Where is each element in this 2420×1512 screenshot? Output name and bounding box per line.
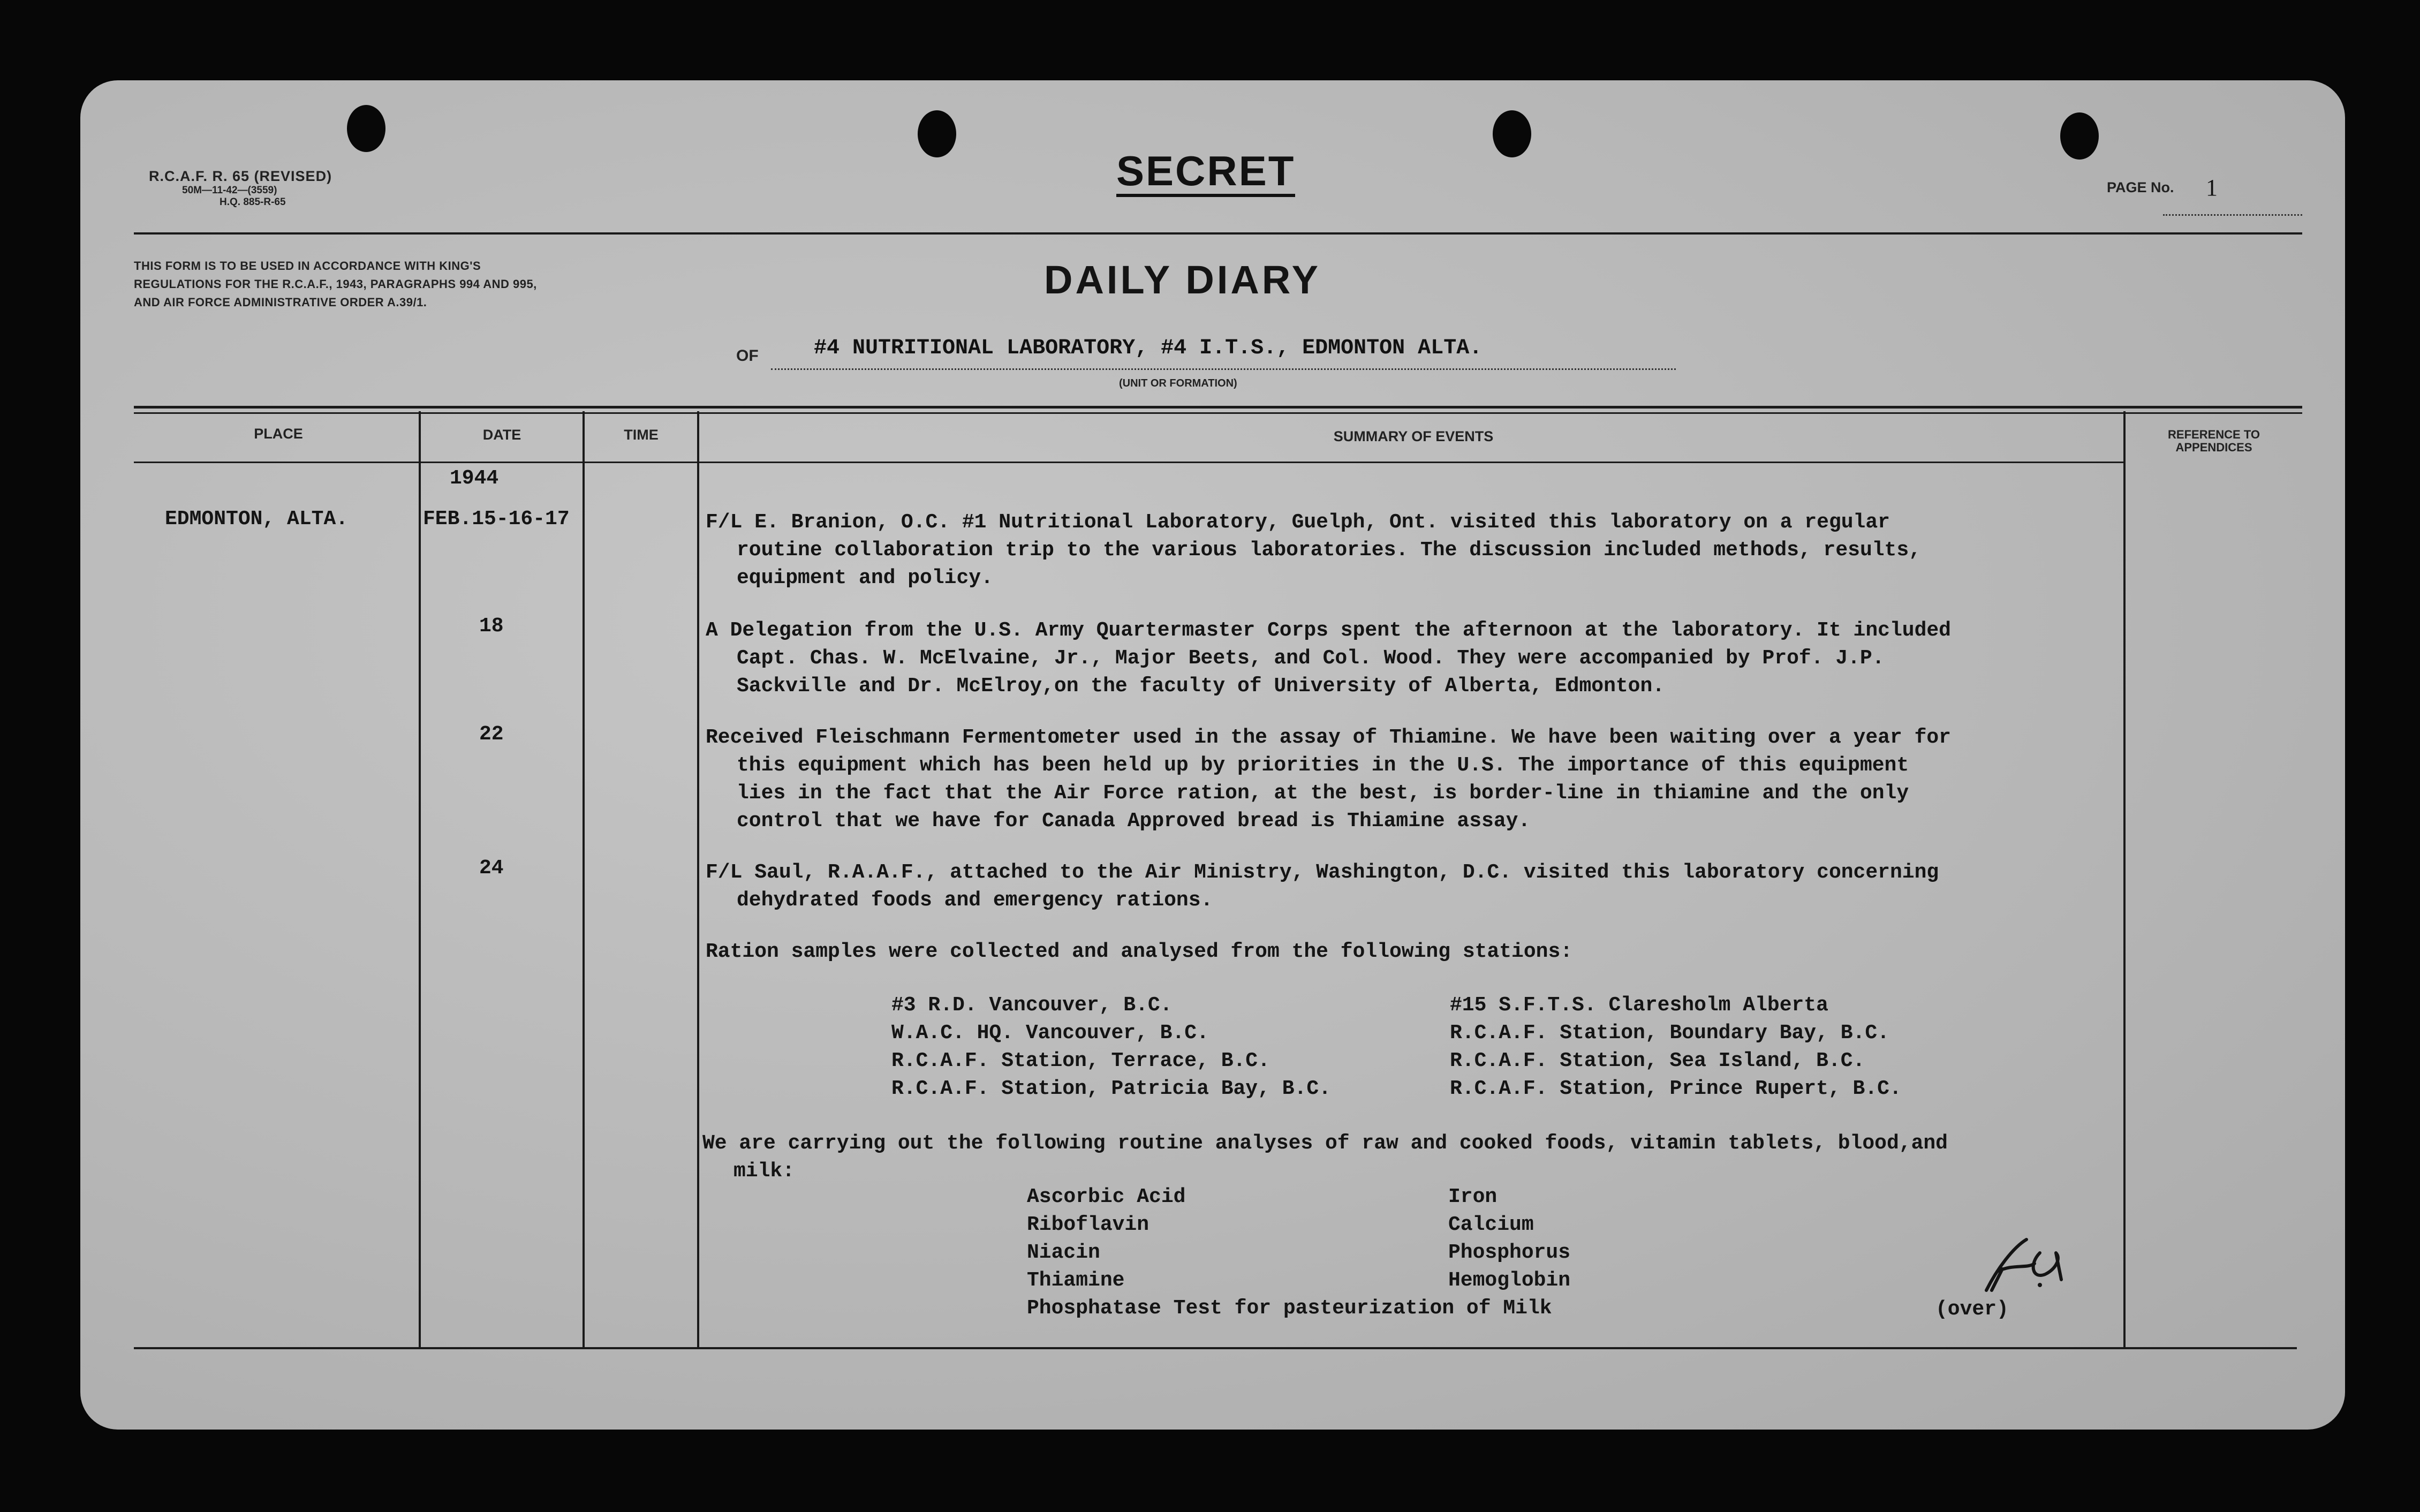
unit-underline xyxy=(771,368,1676,370)
place-column-header: PLACE xyxy=(254,426,303,442)
header-rule xyxy=(134,232,2302,235)
entry-3-line-2: this equipment which has been held up by priorities in the U.S. The importance of this equipment xyxy=(737,754,1909,777)
table-top-rule xyxy=(134,406,2302,409)
entry-2-line-1: A Delegation from the U.S. Army Quartermaster Corps spent the afternoon at the laboratory. It included xyxy=(706,619,1951,642)
station-left-1: #3 R.D. Vancouver, B.C. xyxy=(891,994,1173,1017)
handwritten-initials xyxy=(1976,1231,2072,1301)
entry-5-intro xyxy=(706,938,1572,966)
table-top-rule-2 xyxy=(134,412,2302,414)
unit-caption: (UNIT OR FORMATION) xyxy=(1119,377,1237,389)
entry-3-text xyxy=(706,724,1951,835)
entry-date-3: 22 xyxy=(479,723,504,746)
form-hq-code: H.Q. 885-R-65 xyxy=(220,196,286,208)
entry-5-line-1: Ration samples were collected and analysed from the following stations: xyxy=(706,940,1573,963)
entry-1-text xyxy=(706,509,1921,592)
reference-header-line1: REFERENCE TO xyxy=(2168,428,2260,441)
over-note: (over) xyxy=(1935,1298,2009,1321)
station-right-3: R.C.A.F. Station, Sea Island, B.C. xyxy=(1450,1049,1865,1072)
form-identifier xyxy=(149,168,332,208)
classification-stamp: SECRET xyxy=(1116,150,1295,197)
station-right-2: R.C.A.F. Station, Boundary Bay, B.C. xyxy=(1450,1022,1889,1045)
summary-reference-divider xyxy=(2123,411,2126,1348)
reference-column-header xyxy=(2128,428,2300,454)
entry-date-1: FEB.15-16-17 xyxy=(423,508,570,531)
form-print-code: 50M—11-42—(3559) xyxy=(182,185,277,196)
station-right-1: #15 S.F.T.S. Claresholm Alberta xyxy=(1450,994,1828,1017)
entry-2-line-2: Capt. Chas. W. McElvaine, Jr., Major Beets, and Col. Wood. They were accompanied by Prof. J.P. xyxy=(737,647,1885,670)
page-number-label: PAGE No. xyxy=(2107,179,2174,195)
entry-1-line-3: equipment and policy. xyxy=(737,566,993,589)
analysis-left-2: Riboflavin xyxy=(1027,1213,1150,1236)
analysis-left-4: Thiamine xyxy=(1027,1269,1125,1292)
entry-4-text xyxy=(706,859,1939,914)
analysis-right-4: Hemoglobin xyxy=(1448,1269,1571,1292)
reference-header-line2: APPENDICES xyxy=(2175,441,2252,454)
date-time-divider xyxy=(583,411,585,1348)
entry-2-text xyxy=(706,617,1951,700)
stations-right-list xyxy=(1450,992,1902,1103)
time-summary-divider xyxy=(697,411,699,1348)
station-left-2: W.A.C. HQ. Vancouver, B.C. xyxy=(891,1022,1209,1045)
station-left-4: R.C.A.F. Station, Patricia Bay, B.C. xyxy=(891,1077,1331,1100)
time-column-header: TIME xyxy=(624,427,659,443)
entry-6-text xyxy=(702,1130,1948,1185)
usage-note: THIS FORM IS TO BE USED IN ACCORDANCE WITH KING'S REGULATIONS FOR THE R.C.A.F., 1943, PARAGRAPHS 994 AND 995, AND AIR FORCE ADMINISTRATIVE ORDER A.39/1. xyxy=(134,259,537,309)
summary-column-header: SUMMARY OF EVENTS xyxy=(1333,428,1494,444)
entry-2-line-3: Sackville and Dr. McElroy,on the faculty of University of Alberta, Edmonton. xyxy=(737,675,1665,698)
of-label: OF xyxy=(736,347,759,365)
entry-year: 1944 xyxy=(450,467,499,490)
entry-3-line-1: Received Fleischmann Fermentometer used in the assay of Thiamine. We have been waiting over a year for xyxy=(706,726,1951,749)
form-number: R.C.A.F. R. 65 (REVISED) xyxy=(149,168,332,184)
entry-1-line-2: routine collaboration trip to the various laboratories. The discussion included methods, results, xyxy=(737,539,1921,562)
place-date-divider xyxy=(419,411,421,1348)
analysis-extra: Phosphatase Test for pasteurization of Milk xyxy=(1027,1297,1552,1320)
date-column-header: DATE xyxy=(482,427,521,443)
entry-date-2: 18 xyxy=(479,615,504,638)
table-bottom-rule xyxy=(134,1347,2297,1349)
unit-name: #4 NUTRITIONAL LABORATORY, #4 I.T.S., EDMONTON ALTA. xyxy=(814,336,1483,360)
entry-6-line-2: milk: xyxy=(733,1160,795,1183)
entry-place: EDMONTON, ALTA. xyxy=(165,508,349,531)
analysis-right-3: Phosphorus xyxy=(1448,1241,1571,1264)
entry-date-4: 24 xyxy=(479,857,504,880)
analysis-right-2: Calcium xyxy=(1448,1213,1534,1236)
entry-3-line-4: control that we have for Canada Approved bread is Thiamine assay. xyxy=(737,810,1531,833)
punch-hole-4 xyxy=(2060,112,2099,160)
station-right-4: R.C.A.F. Station, Prince Rupert, B.C. xyxy=(1450,1077,1902,1100)
column-header-rule xyxy=(134,462,2126,463)
entry-4-line-1: F/L Saul, R.A.A.F., attached to the Air Ministry, Washington, D.C. visited this laboratory concerning xyxy=(706,861,1939,884)
form-title: DAILY DIARY xyxy=(1044,258,1321,302)
entry-4-line-2: dehydrated foods and emergency rations. xyxy=(737,889,1213,912)
entry-6-line-1: We are carrying out the following routine analyses of raw and cooked foods, vitamin tablets, blood,and xyxy=(702,1132,1948,1155)
analysis-right-1: Iron xyxy=(1448,1185,1498,1208)
punch-hole-1 xyxy=(347,105,385,152)
analyses-right-list xyxy=(1448,1183,1570,1295)
entry-1-line-1: F/L E. Branion, O.C. #1 Nutritional Laboratory, Guelph, Ont. visited this laboratory on a regular xyxy=(706,511,1890,534)
analysis-left-1: Ascorbic Acid xyxy=(1027,1185,1186,1208)
stations-left-list xyxy=(891,992,1331,1103)
analysis-left-3: Niacin xyxy=(1027,1241,1100,1264)
punch-hole-3 xyxy=(1493,110,1531,157)
punch-hole-2 xyxy=(918,110,956,157)
station-left-3: R.C.A.F. Station, Terrace, B.C. xyxy=(891,1049,1270,1072)
entry-3-line-3: lies in the fact that the Air Force ration, at the best, is border-line in thiamine and the only xyxy=(737,782,1909,805)
page-number: 1 xyxy=(2206,175,2218,201)
page-number-line xyxy=(2163,214,2302,216)
